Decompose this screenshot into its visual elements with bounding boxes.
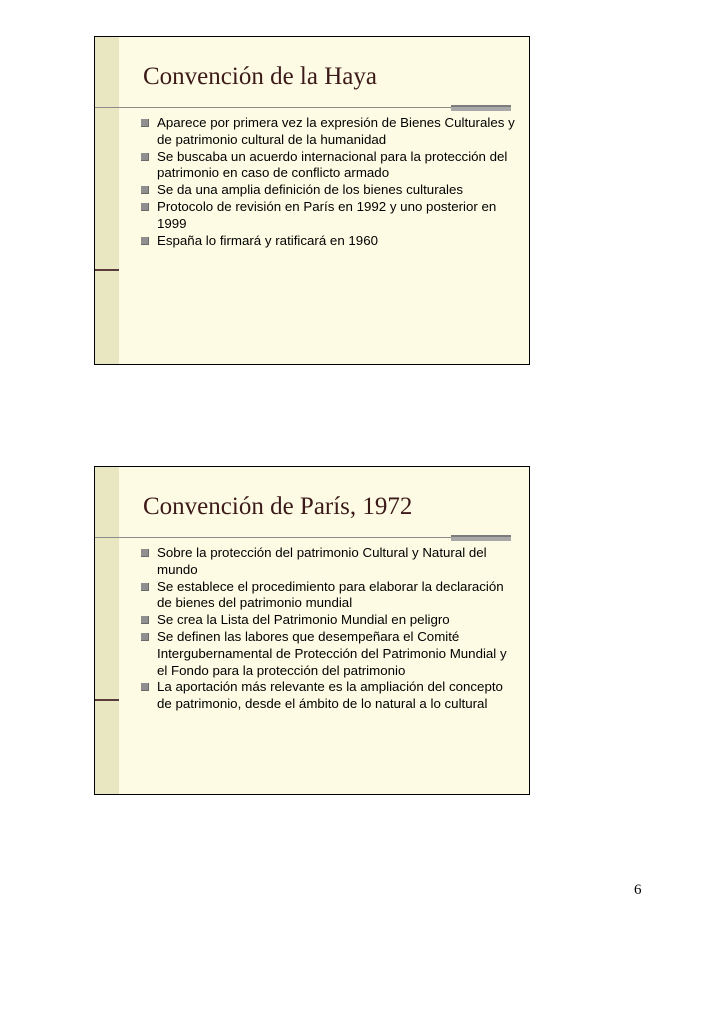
slide-convencion-haya	[94, 36, 530, 365]
bullet-text: Se da una amplia definición de los bienes culturales	[157, 182, 464, 198]
bullet-item	[141, 545, 515, 579]
slide-title: Convención de la Haya	[143, 63, 377, 90]
bullet-text: Se buscaba un acuerdo internacional para la protección del patrimonio en caso de conflicto armado	[157, 148, 508, 181]
bullet-item	[141, 115, 515, 149]
square-bullet-icon	[141, 153, 149, 161]
slide-side-mark	[95, 269, 119, 271]
square-bullet-icon	[141, 203, 149, 211]
bullet-list	[141, 545, 515, 713]
bullet-item	[141, 579, 515, 613]
bullet-text: España lo firmará y ratificará en 1960	[157, 232, 378, 248]
square-bullet-icon	[141, 237, 149, 245]
title-divider-accent	[451, 105, 511, 111]
bullet-item	[141, 629, 515, 679]
title-divider-accent	[451, 535, 511, 541]
bullet-text: Se establece el procedimiento para elaborar la declaración de bienes del patrimonio mundial	[157, 578, 504, 611]
slide-title: Convención de París, 1972	[143, 493, 413, 520]
title-divider-line	[95, 107, 511, 108]
square-bullet-icon	[141, 683, 149, 691]
slide-convencion-paris	[94, 466, 530, 795]
slide-side-strip	[95, 37, 119, 364]
bullet-list	[141, 115, 515, 249]
square-bullet-icon	[141, 186, 149, 194]
bullet-text: Se crea la Lista del Patrimonio Mundial en peligro	[157, 612, 450, 628]
title-divider-line	[95, 537, 511, 538]
bullet-text: Protocolo de revisión en París en 1992 y uno posterior en 1999	[157, 198, 497, 231]
bullet-text: Sobre la protección del patrimonio Cultural y Natural del mundo	[157, 545, 487, 577]
square-bullet-icon	[141, 583, 149, 591]
bullet-item	[141, 679, 515, 713]
bullet-item	[141, 149, 515, 183]
square-bullet-icon	[141, 119, 149, 127]
bullet-text: La aportación más relevante es la ampliación del concepto de patrimonio, desde el ámbito de lo natural a lo cultural	[157, 679, 503, 712]
bullet-item	[141, 182, 515, 199]
bullet-item	[141, 233, 515, 250]
slide-side-mark	[95, 699, 119, 701]
square-bullet-icon	[141, 633, 149, 641]
bullet-item	[141, 612, 515, 629]
square-bullet-icon	[141, 549, 149, 557]
bullet-text: Se definen las labores que desempeñara el Comité Intergubernamental de Protección del Patrimonio Mundial y el Fondo para la protección del patrimonio	[157, 628, 507, 678]
bullet-text: Aparece por primera vez la expresión de Bienes Culturales y de patrimonio cultural de la humanidad	[157, 115, 515, 147]
bullet-item	[141, 199, 515, 233]
page-number: 6	[634, 882, 642, 898]
square-bullet-icon	[141, 616, 149, 624]
slide-side-strip	[95, 467, 119, 794]
